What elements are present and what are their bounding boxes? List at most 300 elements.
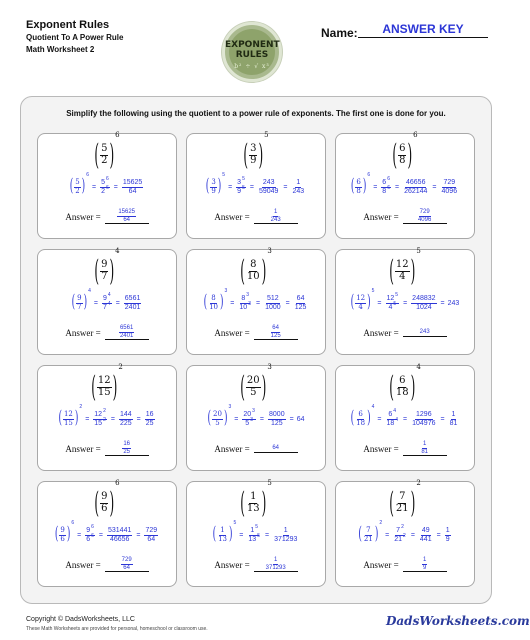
outer-exponent: 5: [264, 131, 269, 140]
answer-value: 243: [419, 328, 430, 335]
power-of-quotient: [240, 363, 272, 404]
parenthesized-fraction: [358, 527, 378, 543]
question-expression: [240, 247, 272, 288]
numerator: [273, 557, 278, 564]
base-denominator: 2: [75, 186, 80, 195]
base-numerator: 6: [399, 375, 406, 386]
right-paren: ): [367, 409, 371, 429]
denominator: [119, 333, 134, 339]
expanded-denominator: 1000: [265, 303, 281, 311]
left-paren: (: [94, 254, 100, 288]
numerator-exponent: 6: [387, 176, 390, 183]
base-denominator: 7: [77, 302, 82, 311]
base-denominator: 10: [209, 302, 218, 311]
left-paren: (: [240, 370, 245, 404]
base-numerator: 8: [211, 294, 216, 303]
expanded-denominator: 2401: [124, 303, 141, 311]
parenthesized-fraction: [351, 179, 367, 195]
whole-number-result: 64: [296, 415, 305, 423]
worksheet-number: Math Worksheet 2: [26, 45, 95, 54]
answer-field[interactable]: [254, 209, 298, 224]
fraction: [63, 411, 74, 427]
answer-field[interactable]: [403, 441, 447, 456]
fraction: [122, 441, 131, 455]
fraction: [217, 527, 228, 543]
numerator-exponent: 4: [107, 292, 111, 299]
denominator: [398, 272, 406, 283]
answer-denominator: 25: [123, 448, 130, 455]
fraction: [238, 292, 252, 311]
powered-numerator: 3: [237, 179, 242, 187]
reduced-numerator: 729: [145, 527, 158, 535]
outer-exponent: 5: [267, 479, 272, 488]
fraction: [422, 557, 427, 571]
denominator: [102, 300, 112, 311]
base-denominator: 6: [101, 502, 108, 514]
reduced-denominator: 125: [294, 303, 307, 311]
fraction: [294, 295, 308, 311]
equals-sign: =: [385, 531, 390, 539]
parenthesized-fraction: [70, 179, 86, 195]
powered-numerator: 9: [86, 527, 91, 535]
base-numerator: 8: [250, 259, 257, 270]
fraction: [249, 144, 257, 166]
reduced-numerator: 729: [443, 179, 456, 187]
denominator: [403, 188, 428, 195]
solution-expression: [58, 403, 155, 429]
reduced-denominator: 81: [449, 419, 458, 427]
denominator: [214, 420, 220, 427]
reduced-denominator: 4096: [441, 187, 458, 195]
denominator: [411, 420, 436, 427]
name-field[interactable]: ANSWER KEY: [358, 22, 488, 38]
power-of-quotient: [240, 247, 272, 288]
parenthesized-fraction: [389, 370, 416, 404]
right-paren: ): [220, 293, 224, 313]
parenthesized-fraction: [389, 486, 416, 520]
right-paren: ): [410, 486, 416, 520]
base-numerator: 12: [395, 259, 409, 270]
numerator: [295, 179, 301, 187]
denominator-exponent: 2: [103, 416, 106, 423]
numerator-exponent: 5: [242, 176, 245, 183]
denominator: [441, 188, 459, 195]
solution-expression: [69, 171, 145, 197]
denominator: [385, 416, 399, 427]
denominator: [145, 420, 155, 427]
right-paren: ): [112, 370, 118, 404]
equals-sign: =: [249, 183, 254, 191]
denominator: [100, 272, 108, 283]
fraction: [59, 527, 65, 543]
denominator: [246, 272, 261, 283]
answer-field[interactable]: [254, 445, 298, 453]
fraction: [363, 527, 374, 543]
question-expression: [389, 479, 421, 520]
denominator: [210, 188, 216, 195]
equals-sign: =: [394, 183, 400, 191]
answer-field[interactable]: [254, 557, 298, 572]
answer-field[interactable]: [105, 441, 149, 456]
powered-denominator: 6: [86, 535, 91, 543]
denominator: [395, 504, 410, 515]
numerator: [422, 557, 427, 564]
answer-field[interactable]: [105, 325, 149, 340]
worked-solution: [336, 171, 474, 197]
answer-row: [336, 208, 474, 226]
fraction: [270, 325, 282, 339]
right-paren: ): [258, 138, 264, 172]
fraction: [292, 179, 306, 195]
solution-expression: [71, 287, 143, 313]
parenthesized-fraction: [58, 411, 78, 427]
power-of-quotient: [212, 519, 237, 545]
expanded-denominator: 104976: [412, 419, 436, 427]
power-of-quotient: [54, 519, 75, 545]
answer-field[interactable]: [254, 325, 298, 340]
equals-sign: =: [255, 299, 261, 307]
fraction: [411, 411, 436, 427]
fraction: [265, 557, 287, 571]
reduced-numerator: 64: [296, 295, 305, 303]
power-of-quotient: [358, 519, 383, 545]
numerator: [442, 179, 456, 187]
denominator-exponent: 6: [91, 532, 94, 539]
numerator: [283, 527, 289, 535]
power-of-quotient: [350, 287, 375, 313]
answer-numerator: 1: [422, 441, 427, 448]
base-numerator: 6: [356, 178, 361, 187]
equals-sign: =: [377, 415, 382, 423]
parenthesized-fraction: [206, 179, 222, 195]
denominator: [387, 300, 397, 311]
answer-row: [187, 556, 325, 574]
powered-denominator: 5: [245, 419, 250, 427]
answer-field[interactable]: [105, 209, 149, 224]
fraction: [76, 295, 82, 311]
answer-label: Answer =: [214, 327, 250, 338]
denominator-exponent: 6: [105, 184, 109, 191]
denominator: [97, 388, 112, 399]
numerator: [117, 209, 136, 216]
fraction: [355, 411, 366, 427]
equals-sign: =: [113, 183, 118, 191]
base-denominator: 13: [218, 534, 227, 543]
answer-label: Answer =: [363, 211, 399, 222]
answer-field[interactable]: [105, 557, 149, 572]
parenthesized-fraction: [94, 254, 115, 288]
outer-exponent: 2: [416, 479, 421, 488]
outer-exponent: 6: [115, 479, 120, 488]
left-paren: (: [58, 409, 62, 429]
denominator: [74, 188, 80, 195]
fraction: [102, 292, 112, 311]
base-numerator: 9: [101, 259, 108, 270]
left-paren: (: [389, 254, 394, 288]
denominator: [122, 565, 131, 571]
powered-denominator: 2: [101, 187, 105, 195]
worked-solution: [38, 519, 176, 545]
answer-label: Answer =: [214, 211, 250, 222]
powered-denominator: 4: [388, 303, 393, 311]
powered-denominator: 10: [239, 303, 248, 311]
fraction: [417, 209, 432, 223]
base-numerator: 12: [97, 375, 111, 386]
left-paren: (: [350, 409, 355, 429]
numerator-exponent: 6: [105, 176, 109, 183]
outer-exponent: 5: [222, 171, 226, 178]
denominator: [100, 156, 108, 167]
equals-sign: =: [410, 531, 415, 539]
base-denominator: 18: [356, 418, 366, 427]
right-paren: ): [217, 177, 222, 197]
fraction: [212, 411, 223, 427]
base-numerator: 20: [213, 410, 222, 419]
numerator: [107, 527, 132, 535]
fraction: [100, 176, 110, 195]
problem-grid: [37, 133, 475, 587]
right-paren: ): [367, 293, 371, 313]
answer-denominator: 125: [270, 332, 281, 339]
denominator: [264, 304, 282, 311]
worked-solution: [38, 171, 176, 197]
expanded-denominator: 1024: [416, 303, 432, 311]
fraction: [395, 492, 410, 514]
left-paren: (: [243, 138, 249, 172]
denominator: [100, 184, 110, 195]
parenthesized-fraction: [243, 138, 264, 172]
solution-expression: [212, 519, 300, 545]
problem-question: [38, 131, 176, 172]
right-paren: ): [109, 254, 115, 288]
answer-numerator: 729: [419, 209, 430, 216]
answer-denominator: 64: [123, 564, 130, 571]
answer-row: [38, 556, 176, 574]
fraction: [144, 527, 158, 543]
parenthesized-fraction: [389, 254, 416, 288]
base-numerator: 9: [77, 294, 82, 303]
power-of-quotient: [91, 363, 123, 404]
denominator-exponent: 5: [257, 532, 260, 539]
numerator: [271, 325, 280, 332]
solution-expression: [54, 519, 159, 545]
right-paren: ): [261, 370, 267, 404]
answer-label: Answer =: [363, 443, 399, 454]
base-numerator: 12: [356, 294, 366, 303]
fraction: [119, 325, 134, 339]
expanded-numerator: 49: [421, 527, 430, 535]
equals-sign: =: [85, 415, 90, 423]
left-paren: (: [389, 370, 394, 404]
powered-numerator: 12: [94, 411, 103, 419]
copyright: Copyright © DadsWorksheets, LLC: [26, 616, 135, 623]
parenthesized-fraction: [94, 138, 115, 172]
fraction: [100, 144, 108, 166]
answer-field[interactable]: [403, 329, 447, 337]
fraction: [145, 411, 155, 427]
denominator: [292, 188, 306, 195]
denominator: [449, 420, 459, 427]
denominator: [249, 156, 257, 167]
outer-exponent: 5: [371, 287, 375, 294]
powered-denominator: 13: [248, 535, 257, 543]
denominator: [249, 388, 257, 399]
fraction: [270, 209, 282, 223]
equals-sign: =: [136, 415, 141, 423]
equals-sign: =: [93, 299, 98, 307]
answer-denominator: 2401: [119, 332, 134, 339]
left-paren: (: [205, 177, 210, 197]
denominator: [236, 184, 246, 195]
fraction: [210, 179, 216, 195]
fraction: [124, 295, 142, 311]
fraction: [100, 260, 108, 282]
fraction: [411, 295, 436, 311]
denominator: [85, 532, 95, 543]
powered-numerator: 7: [396, 527, 401, 535]
outer-exponent: 6: [86, 171, 89, 178]
denominator: [122, 217, 131, 223]
fraction: [247, 524, 261, 543]
base-numerator: 1: [220, 526, 225, 535]
numerator: [122, 179, 143, 187]
expanded-numerator: 144: [119, 411, 132, 419]
solution-expression: [207, 403, 305, 429]
expanded-numerator: 243: [262, 179, 275, 187]
power-of-quotient: [58, 403, 83, 429]
answer-field[interactable]: [403, 209, 447, 224]
base-numerator: 7: [366, 526, 371, 535]
instructions: Simplify the following using the quotient to a power rule of exponents. The first one is done for you.: [66, 109, 446, 118]
base-numerator: 20: [246, 375, 260, 386]
power-of-quotient: [240, 479, 272, 520]
denominator: [208, 304, 219, 311]
worked-solution: [38, 287, 176, 313]
denominator: [273, 536, 298, 543]
problem-question: [336, 479, 474, 520]
problem-question: [187, 479, 325, 520]
fraction: [74, 179, 80, 195]
outer-exponent: 6: [413, 131, 418, 140]
numerator: [145, 411, 155, 419]
base-numerator: 12: [63, 410, 73, 419]
equals-sign: =: [377, 299, 382, 307]
outer-exponent: 4: [371, 403, 375, 410]
question-expression: [243, 131, 269, 172]
outer-exponent: 4: [88, 287, 91, 294]
numerator: [122, 441, 131, 448]
answer-row: [38, 324, 176, 342]
answer-row: [336, 556, 474, 574]
equals-sign: =: [77, 531, 82, 539]
base-denominator: 5: [215, 418, 220, 427]
right-paren: ): [362, 177, 367, 197]
worked-solution: [187, 403, 325, 429]
base-denominator: 15: [63, 418, 73, 427]
answer-numerator: 64: [272, 325, 279, 332]
denominator: [265, 565, 287, 571]
fraction: [242, 408, 256, 427]
problem-card: [186, 365, 326, 471]
answer-denominator: 4096: [417, 216, 432, 223]
denominator: [420, 449, 429, 455]
expanded-denominator: 46656: [109, 535, 130, 543]
worked-solution: [38, 403, 176, 429]
answer-denominator: 371293: [265, 564, 286, 571]
header-left: [26, 18, 123, 56]
fraction: [107, 527, 132, 543]
outer-exponent: 6: [367, 171, 371, 178]
right-paren: ): [374, 525, 379, 545]
fraction: [236, 176, 246, 195]
outer-exponent: 5: [416, 247, 421, 256]
base-numerator: 7: [399, 491, 406, 502]
fraction: [398, 144, 406, 166]
parenthesized-fraction: [91, 370, 118, 404]
answer-value: 64: [272, 444, 279, 451]
base-numerator: 5: [101, 143, 108, 154]
numerator: [268, 411, 286, 419]
numerator-exponent: 3: [252, 408, 255, 415]
base-denominator: 10: [246, 270, 260, 282]
problem-question: [38, 479, 176, 520]
equals-sign: =: [264, 531, 270, 539]
fraction: [385, 408, 399, 427]
answer-numerator: 729: [121, 557, 132, 564]
worked-solution: [187, 171, 325, 197]
reduced-numerator: 16: [145, 411, 154, 419]
fraction: [119, 411, 133, 427]
denominator: [217, 536, 228, 543]
problem-card: [37, 133, 177, 239]
denominator: [355, 188, 361, 195]
denominator: [363, 536, 374, 543]
denominator: [122, 449, 131, 455]
question-expression: [389, 363, 421, 404]
denominator: [381, 184, 391, 195]
fraction: [208, 295, 219, 311]
power-of-quotient: [350, 171, 371, 197]
outer-exponent: 3: [228, 403, 232, 410]
powered-numerator: 6: [388, 411, 393, 419]
power-of-quotient: [71, 287, 91, 313]
numerator-exponent: 5: [395, 292, 399, 299]
fraction: [85, 524, 95, 543]
fraction: [264, 295, 282, 311]
expanded-denominator: 59049: [258, 187, 279, 195]
expanded-denominator: 371293: [274, 535, 298, 543]
numerator: [124, 295, 142, 303]
expanded-numerator: 1296: [416, 411, 432, 419]
equals-sign: =: [436, 531, 441, 539]
right-paren: ): [229, 525, 233, 545]
denominator: [59, 536, 65, 543]
left-paren: (: [358, 525, 362, 545]
left-paren: (: [207, 409, 212, 429]
answer-field[interactable]: [403, 557, 447, 572]
power-of-quotient: [389, 479, 421, 520]
denominator: [93, 416, 107, 427]
name-label: Name:: [321, 26, 358, 40]
numerator: [262, 179, 276, 187]
numerator: [296, 295, 306, 303]
left-paren: (: [203, 293, 208, 313]
problem-card: [335, 481, 475, 587]
worked-solution: [336, 287, 474, 313]
equals-sign: =: [136, 531, 141, 539]
power-of-quotient: [389, 247, 421, 288]
outer-exponent: 4: [416, 363, 421, 372]
